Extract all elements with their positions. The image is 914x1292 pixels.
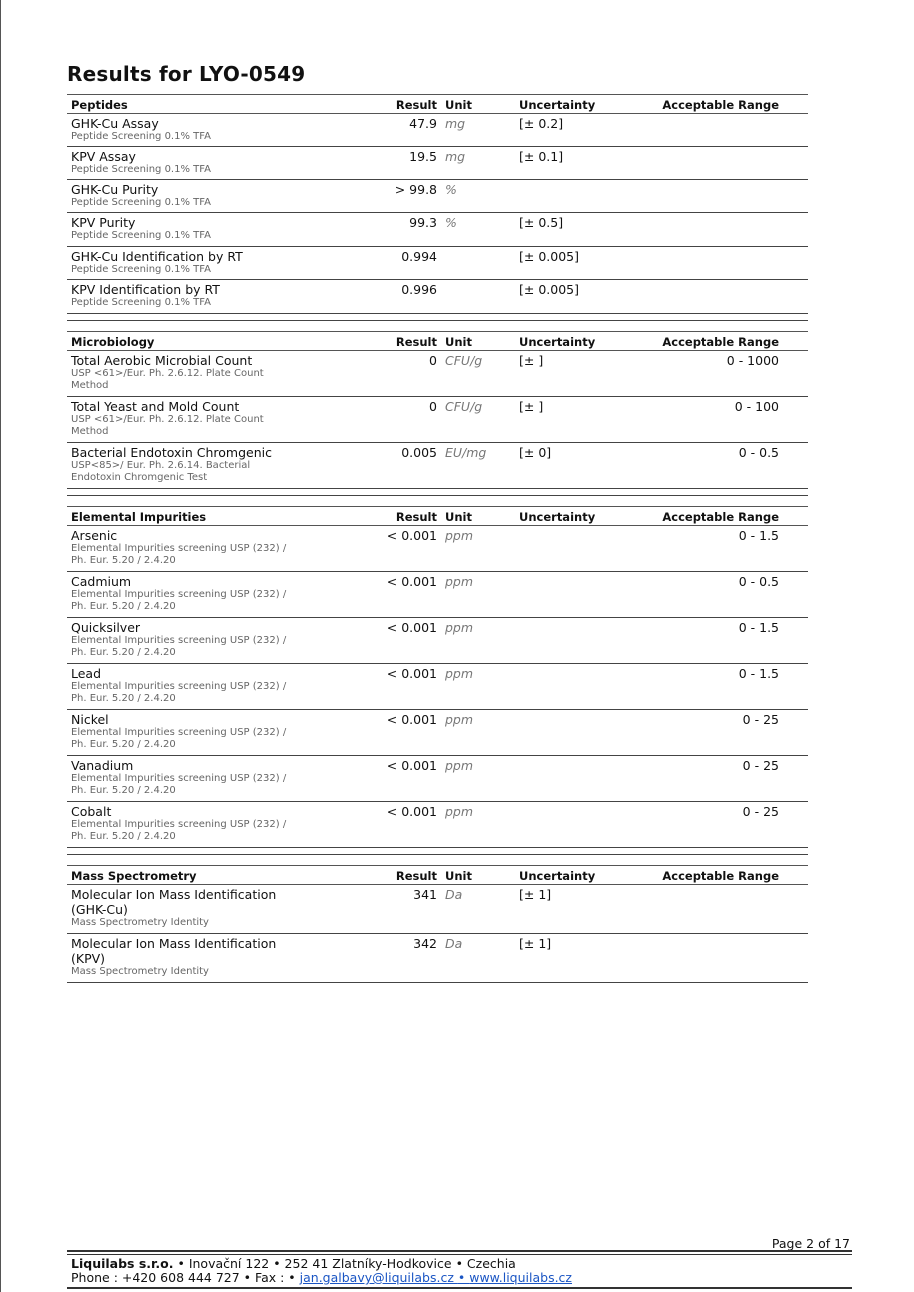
result-value: 0.996 xyxy=(401,282,437,297)
result-unit: % xyxy=(445,182,457,197)
table-row xyxy=(67,802,808,848)
test-name: KPV Assay xyxy=(71,149,136,164)
test-method: Elemental Impurities screening USP (232) / Ph. Eur. 5.20 / 2.4.20 xyxy=(71,543,287,566)
table-row xyxy=(67,114,808,147)
result-uncertainty: [± 1] xyxy=(519,887,552,902)
table-row xyxy=(67,934,808,983)
result-value: < 0.001 xyxy=(386,758,437,773)
test-name: Nickel xyxy=(71,712,109,727)
test-method: Elemental Impurities screening USP (232) / Ph. Eur. 5.20 / 2.4.20 xyxy=(71,773,287,796)
website-link[interactable]: www.liquilabs.cz xyxy=(469,1270,572,1285)
result-unit: ppm xyxy=(445,528,474,543)
results-section xyxy=(67,94,808,321)
table-row xyxy=(67,213,808,247)
result-unit: Da xyxy=(445,936,463,951)
test-name: Quicksilver xyxy=(71,620,141,635)
test-cell xyxy=(67,282,291,313)
acceptable-range: 0 - 25 xyxy=(742,712,779,727)
acceptable-range xyxy=(629,887,783,933)
test-method: Peptide Screening 0.1% TFA xyxy=(71,264,211,275)
test-name: KPV Purity xyxy=(71,215,136,230)
acceptable-range xyxy=(629,936,783,982)
page-number: Page 2 of 17 xyxy=(771,1236,850,1251)
col-uncertainty-header: Uncertainty xyxy=(519,868,596,883)
result-value: 47.9 xyxy=(409,116,437,131)
acceptable-range: 0 - 1.5 xyxy=(738,528,779,543)
result-unit xyxy=(445,282,517,313)
link-separator: • xyxy=(457,1270,470,1285)
test-name: GHK-Cu Assay xyxy=(71,116,159,131)
acceptable-range xyxy=(629,116,783,146)
result-unit: ppm xyxy=(445,804,474,819)
result-value: > 99.8 xyxy=(394,182,437,197)
section-header xyxy=(67,865,808,885)
result-unit: Da xyxy=(445,887,463,902)
phone-fax: Phone : +420 608 444 727 • Fax : • xyxy=(71,1270,300,1285)
table-row xyxy=(67,280,808,314)
test-name: Vanadium xyxy=(71,758,134,773)
company-address: • Inovační 122 • 252 41 Zlatníky-Hodkovice • Czechia xyxy=(173,1256,516,1271)
table-row xyxy=(67,247,808,280)
table-row xyxy=(67,664,808,710)
result-uncertainty: [± 0] xyxy=(519,445,552,460)
acceptable-range xyxy=(629,182,783,212)
test-method: Mass Spectrometry Identity xyxy=(71,917,209,928)
result-unit: mg xyxy=(445,149,466,164)
test-method: Peptide Screening 0.1% TFA xyxy=(71,230,211,241)
result-uncertainty xyxy=(517,574,629,617)
result-uncertainty: [± 0.005] xyxy=(519,282,579,297)
test-method: Elemental Impurities screening USP (232) / Ph. Eur. 5.20 / 2.4.20 xyxy=(71,727,287,750)
col-uncertainty-header: Uncertainty xyxy=(519,509,596,524)
results-tables xyxy=(67,94,808,993)
result-value: 99.3 xyxy=(409,215,437,230)
table-row xyxy=(67,180,808,213)
results-section xyxy=(67,331,808,496)
result-uncertainty: [± 0.1] xyxy=(519,149,564,164)
acceptable-range xyxy=(629,282,783,313)
table-row xyxy=(67,756,808,802)
result-uncertainty xyxy=(517,804,629,847)
result-unit: ppm xyxy=(445,574,474,589)
section-header xyxy=(67,331,808,351)
col-range-header: Acceptable Range xyxy=(662,334,779,349)
result-uncertainty xyxy=(517,712,629,755)
test-name: Arsenic xyxy=(71,528,118,543)
table-row xyxy=(67,351,808,397)
test-cell xyxy=(67,758,291,801)
test-cell xyxy=(67,528,291,571)
test-method: Peptide Screening 0.1% TFA xyxy=(71,197,211,208)
test-cell xyxy=(67,249,291,279)
result-unit: ppm xyxy=(445,620,474,635)
col-unit-header: Unit xyxy=(445,509,472,524)
result-uncertainty xyxy=(517,758,629,801)
acceptable-range: 0 - 100 xyxy=(734,399,779,414)
result-uncertainty xyxy=(517,182,629,212)
test-name: Bacterial Endotoxin Chromgenic xyxy=(71,445,272,460)
email-link[interactable]: jan.galbavy@liquilabs.cz xyxy=(299,1270,458,1285)
test-method: USP<85>/ Eur. Ph. 2.6.14. Bacterial Endotoxin Chromgenic Test xyxy=(71,460,251,483)
test-cell xyxy=(67,445,291,488)
acceptable-range: 0 - 0.5 xyxy=(738,445,779,460)
acceptable-range: 0 - 25 xyxy=(742,804,779,819)
test-name: Molecular Ion Mass Identification (GHK-Cu) xyxy=(71,887,277,917)
result-uncertainty: [± ] xyxy=(519,399,544,414)
test-cell xyxy=(67,149,291,179)
col-result-header: Result xyxy=(395,334,437,349)
footer-bottom-rule xyxy=(67,1287,852,1289)
col-unit-header: Unit xyxy=(445,868,472,883)
section-header xyxy=(67,506,808,526)
test-method: Peptide Screening 0.1% TFA xyxy=(71,164,211,175)
result-value: 0 xyxy=(429,353,437,368)
col-uncertainty-header: Uncertainty xyxy=(519,97,596,112)
result-unit: ppm xyxy=(445,712,474,727)
acceptable-range xyxy=(629,149,783,179)
result-unit: CFU/g xyxy=(445,399,483,414)
test-method: Elemental Impurities screening USP (232) / Ph. Eur. 5.20 / 2.4.20 xyxy=(71,635,287,658)
result-uncertainty: [± 0.5] xyxy=(519,215,564,230)
test-method: USP <61>/Eur. Ph. 2.6.12. Plate Count Method xyxy=(71,368,264,391)
test-method: Elemental Impurities screening USP (232) / Ph. Eur. 5.20 / 2.4.20 xyxy=(71,589,287,612)
table-row xyxy=(67,710,808,756)
test-method: USP <61>/Eur. Ph. 2.6.12. Plate Count Method xyxy=(71,414,264,437)
col-range-header: Acceptable Range xyxy=(662,509,779,524)
acceptable-range: 0 - 0.5 xyxy=(738,574,779,589)
result-uncertainty xyxy=(517,666,629,709)
acceptable-range: 0 - 1000 xyxy=(726,353,779,368)
acceptable-range: 0 - 25 xyxy=(742,758,779,773)
footer-rule xyxy=(67,1250,852,1252)
col-result-header: Result xyxy=(395,97,437,112)
test-name: Molecular Ion Mass Identification (KPV) xyxy=(71,936,277,966)
col-result-header: Result xyxy=(395,509,437,524)
result-uncertainty: [± ] xyxy=(519,353,544,368)
test-name: GHK-Cu Identification by RT xyxy=(71,249,243,264)
table-row xyxy=(67,572,808,618)
test-name: Cadmium xyxy=(71,574,132,589)
test-cell xyxy=(67,116,291,146)
section-name: Mass Spectrometry xyxy=(71,868,197,883)
table-row xyxy=(67,885,808,934)
test-method: Elemental Impurities screening USP (232) / Ph. Eur. 5.20 / 2.4.20 xyxy=(71,819,287,842)
result-value: 342 xyxy=(413,936,437,951)
result-unit: CFU/g xyxy=(445,353,483,368)
result-value: 341 xyxy=(413,887,437,902)
table-row xyxy=(67,147,808,180)
col-range-header: Acceptable Range xyxy=(662,97,779,112)
test-name: KPV Identification by RT xyxy=(71,282,220,297)
result-value: < 0.001 xyxy=(386,804,437,819)
test-cell xyxy=(67,399,291,442)
result-value: 0.005 xyxy=(401,445,437,460)
result-value: < 0.001 xyxy=(386,666,437,681)
col-uncertainty-header: Uncertainty xyxy=(519,334,596,349)
section-name: Elemental Impurities xyxy=(71,509,207,524)
col-result-header: Result xyxy=(395,868,437,883)
test-name: Lead xyxy=(71,666,102,681)
section-name: Peptides xyxy=(71,97,128,112)
table-row xyxy=(67,443,808,489)
test-name: Cobalt xyxy=(71,804,112,819)
table-row xyxy=(67,397,808,443)
company-name: Liquilabs s.r.o. xyxy=(71,1256,174,1271)
page-title: Results for LYO-0549 xyxy=(67,62,306,86)
section-end-rule xyxy=(67,320,808,321)
acceptable-range xyxy=(629,249,783,279)
test-cell xyxy=(67,215,291,246)
test-method: Peptide Screening 0.1% TFA xyxy=(71,297,211,308)
section-name: Microbiology xyxy=(71,334,155,349)
result-unit: ppm xyxy=(445,758,474,773)
test-method: Mass Spectrometry Identity xyxy=(71,966,209,977)
section-header xyxy=(67,94,808,114)
acceptable-range: 0 - 1.5 xyxy=(738,666,779,681)
acceptable-range xyxy=(629,215,783,246)
test-cell xyxy=(67,666,291,709)
col-unit-header: Unit xyxy=(445,97,472,112)
section-end-rule xyxy=(67,854,808,855)
result-unit: EU/mg xyxy=(445,445,487,460)
result-value: 19.5 xyxy=(409,149,437,164)
result-uncertainty: [± 0.005] xyxy=(519,249,579,264)
test-cell xyxy=(67,712,291,755)
results-section xyxy=(67,865,808,983)
result-uncertainty xyxy=(517,528,629,571)
result-value: < 0.001 xyxy=(386,712,437,727)
section-end-rule xyxy=(67,495,808,496)
result-uncertainty: [± 0.2] xyxy=(519,116,564,131)
result-value: 0 xyxy=(429,399,437,414)
test-method: Elemental Impurities screening USP (232) / Ph. Eur. 5.20 / 2.4.20 xyxy=(71,681,287,704)
test-cell xyxy=(67,182,291,212)
test-name: Total Aerobic Microbial Count xyxy=(71,353,253,368)
table-row xyxy=(67,526,808,572)
test-cell xyxy=(67,804,291,847)
result-value: 0.994 xyxy=(401,249,437,264)
table-row xyxy=(67,618,808,664)
result-value: < 0.001 xyxy=(386,620,437,635)
acceptable-range: 0 - 1.5 xyxy=(738,620,779,635)
result-unit: ppm xyxy=(445,666,474,681)
test-name: GHK-Cu Purity xyxy=(71,182,159,197)
test-cell xyxy=(67,936,291,982)
col-unit-header: Unit xyxy=(445,334,472,349)
test-cell xyxy=(67,620,291,663)
result-value: < 0.001 xyxy=(386,528,437,543)
results-section xyxy=(67,506,808,855)
footer-text xyxy=(71,1257,572,1285)
test-cell xyxy=(67,353,291,396)
result-unit xyxy=(445,249,517,279)
test-cell xyxy=(67,887,291,933)
result-uncertainty: [± 1] xyxy=(519,936,552,951)
result-uncertainty xyxy=(517,620,629,663)
test-method: Peptide Screening 0.1% TFA xyxy=(71,131,211,142)
result-unit: mg xyxy=(445,116,466,131)
test-cell xyxy=(67,574,291,617)
test-name: Total Yeast and Mold Count xyxy=(71,399,240,414)
footer-rule-thin xyxy=(67,1254,852,1255)
col-range-header: Acceptable Range xyxy=(662,868,779,883)
result-unit: % xyxy=(445,215,457,230)
result-value: < 0.001 xyxy=(386,574,437,589)
